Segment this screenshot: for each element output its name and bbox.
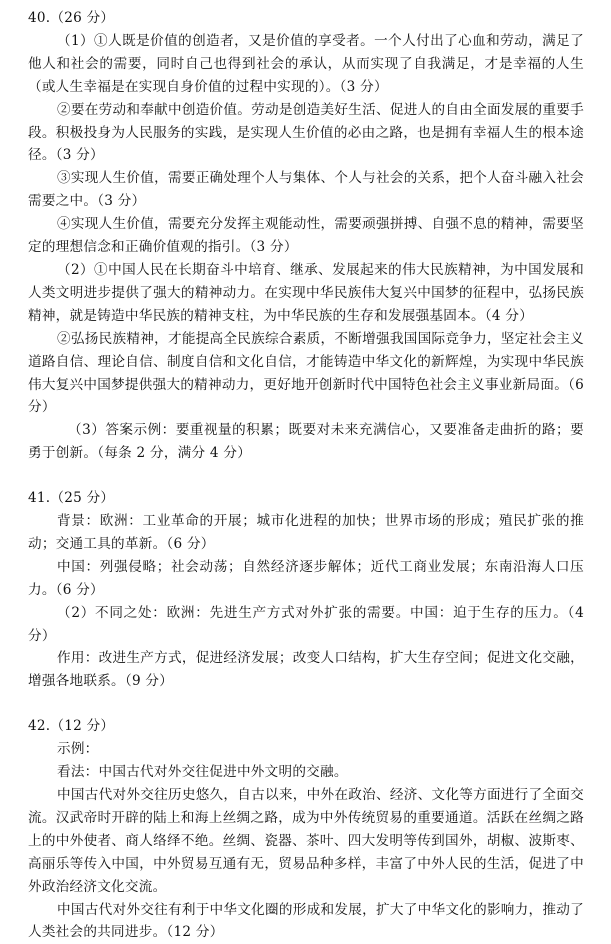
question-41-header: 41.（25 分） (28, 490, 115, 507)
q40-part1-point1: （1）①人既是价值的创造者，又是价值的享受者。一个人付出了心血和劳动，满足了他人和社会的需要，同时自己也得到社会的承认，从而实现了自我满足，才是幸福的人生（或人生幸福是在实现自身价值的过程中实现的）。（3 分） (28, 32, 584, 95)
question-40 (28, 7, 584, 465)
q42-conclusion: 中国古代对外交往有利于中华文化圈的形成和发展，扩大了中华文化的影响力，推动了人类社会的共同进步。（12 分） (28, 901, 584, 941)
q40-part2-point2: ②弘扬民族精神，才能提高全民族综合素质，不断增强我国国际竞争力，坚定社会主义道路自信、理论自信、制度自信和文化自信，才能铸造中华文化的新辉煌，为实现中华民族伟大复兴中国梦提供强大的精神动力，更好地开创新时代中国特色社会主义事业新局面。（6 分） (28, 330, 584, 416)
answer-document (28, 7, 584, 944)
q40-part3: （3）答案示例：要重视量的积累；既要对未来充满信心，又要准备走曲折的路；要勇于创新。（每条 2 分，满分 4 分） (28, 422, 584, 462)
q41-background-china: 中国：列强侵略；社会动荡；自然经济逐步解体；近代工商业发展；东南沿海人口压力。（6 分） (28, 558, 584, 598)
q40-part1-point3: ③实现人生价值，需要正确处理个人与集体、个人与社会的关系，把个人奋斗融入社会需要之中。（3 分） (28, 170, 584, 210)
q41-background-europe: 背景：欧洲：工业革命的开展；城市化进程的加快；世界市场的形成；殖民扩张的推动；交通工具的革新。（6 分） (28, 513, 584, 552)
q41-part2-difference: （2）不同之处：欧洲：先进生产方式对外扩张的需要。中国：迫于生存的压力。（4 分） (28, 604, 584, 644)
q40-part1-point2: ②要在劳动和奉献中创造价值。劳动是创造美好生活、促进人的自由全面发展的重要手段。积极投身为人民服务的实践，是实现人生价值的必由之路，也是拥有幸福人生的根本途径。（3 分） (28, 101, 584, 164)
q40-part1-point4: ④实现人生价值，需要充分发挥主观能动性，需要顽强拼搏、自强不息的精神，需要坚定的理想信念和正确价值观的指引。（3 分） (28, 216, 584, 256)
q40-part2-point1: （2）①中国人民在长期奋斗中培育、继承、发展起来的伟大民族精神，为中国发展和人类文明进步提供了强大的精神动力。在实现中华民族伟大复兴中国梦的征程中，弘扬民族精神，就是铸造中华民族的精神支柱，为中华民族的生存和发展强基固本。（4 分） (28, 261, 584, 324)
section-spacer (28, 693, 584, 715)
section-spacer (28, 465, 584, 487)
question-41 (28, 487, 584, 693)
q42-example-label: 示例： (57, 741, 99, 758)
question-40-header: 40.（26 分） (28, 10, 115, 26)
question-42-header: 42.（12 分） (28, 718, 115, 735)
q42-argument: 中国古代对外交往历史悠久，自古以来，中外在政治、经济、文化等方面进行了全面交流。汉武帝时开辟的陆上和海上丝绸之路，成为中外传统贸易的重要通道。活跃在丝绸之路上的中外使者、商人络绎不绝。丝绸、瓷器、茶叶、四大发明等传到国外，胡椒、波斯枣、高丽乐等传入中国，中外贸易互通有无，贸易品种多样，丰富了中外人民的生活，促进了中外政治经济文化交流。 (28, 787, 584, 895)
q41-part2-effect: 作用：改进生产方式，促进经济发展；改变人口结构，扩大生存空间；促进文化交融，增强各地联系。（9 分） (28, 650, 584, 690)
q42-viewpoint: 看法：中国古代对外交往促进中外文明的交融。 (57, 764, 348, 781)
